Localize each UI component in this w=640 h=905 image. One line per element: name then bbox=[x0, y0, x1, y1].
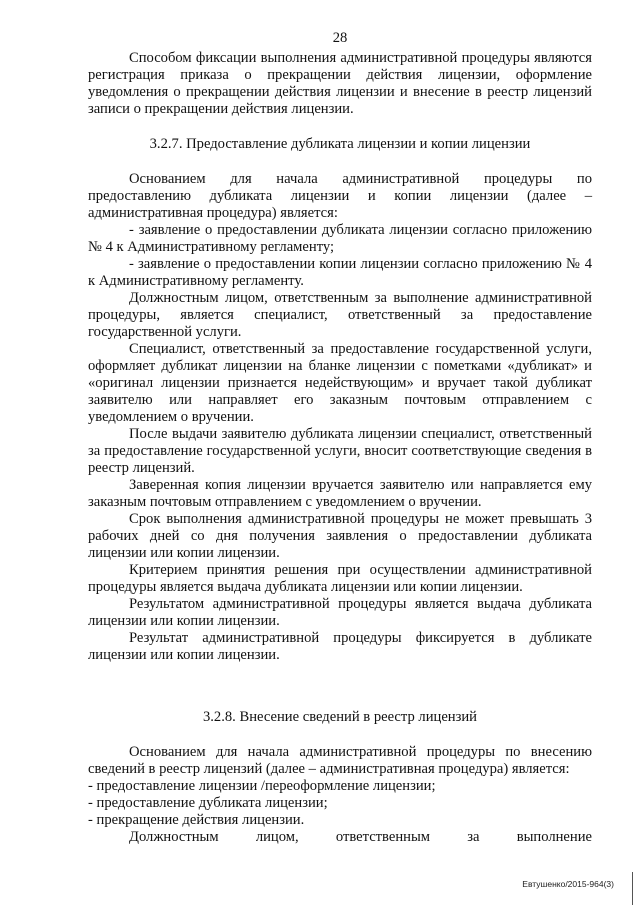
paragraph-fixation-method: Способом фиксации выполнения административной процедуры являются регистрация приказа о прекращении действия лицензии, оформление уведомления о прекращении действия лицензии и внесение в реестр лицензий записи о прекращении действия лицензии. bbox=[88, 50, 592, 117]
document-page bbox=[88, 0, 592, 905]
paragraph-grounds: Основанием для начала административной процедуры по предоставлению дубликата лицензии и копии лицензии (далее – административная процедура) является: bbox=[88, 171, 592, 221]
scan-edge-line bbox=[632, 872, 633, 905]
paragraph-result: Результатом административной процедуры является выдача дубликата лицензии или копии лицензии. bbox=[88, 596, 592, 629]
list-item-termination: - прекращение действия лицензии. bbox=[88, 812, 305, 828]
intro-block bbox=[88, 50, 592, 118]
list-item-duplicate-application: - заявление о предоставлении дубликата лицензии согласно приложению № 4 к Административному регламенту; bbox=[88, 222, 592, 255]
section-3-2-8-heading-block bbox=[88, 709, 592, 726]
paragraph-grounds-registry: Основанием для начала административной процедуры по внесению сведений в реестр лицензий (далее – административная процедура) является: bbox=[88, 744, 592, 777]
section-3-2-7-heading-block bbox=[88, 136, 592, 153]
paragraph-responsible-official-registry: Должностным лицом, ответственным за выполнение bbox=[129, 829, 592, 845]
list-item-license-issue: - предоставление лицензии /переоформление лицензии; bbox=[88, 778, 436, 794]
paragraph-certified-copy: Заверенная копия лицензии вручается заявителю или направляется ему заказным почтовым отправлением с уведомлением о вручении. bbox=[88, 477, 592, 510]
section-3-2-8-body bbox=[88, 744, 592, 846]
paragraph-responsible-official: Должностным лицом, ответственным за выполнение административной процедуры, является специалист, ответственный за предоставление государственной услуги. bbox=[88, 290, 592, 340]
list-item-duplicate-issue: - предоставление дубликата лицензии; bbox=[88, 795, 328, 811]
paragraph-result-fixation: Результат административной процедуры фиксируется в дубликате лицензии или копии лицензии. bbox=[88, 630, 592, 663]
list-item-copy-application: - заявление о предоставлении копии лицензии согласно приложению № 4 к Административному регламенту. bbox=[88, 256, 592, 289]
section-3-2-7-heading: 3.2.7. Предоставление дубликата лицензии и копии лицензии bbox=[149, 136, 531, 152]
document-code: Евтушенко/2015-964(3) bbox=[522, 879, 614, 889]
section-3-2-7-body bbox=[88, 171, 592, 664]
paragraph-registry-entry: После выдачи заявителю дубликата лицензии специалист, ответственный за предоставление государственной услуги, вносит соответствующие сведения в реестр лицензий. bbox=[88, 426, 592, 476]
paragraph-deadline: Срок выполнения административной процедуры не может превышать 3 рабочих дней со дня получения заявления о предоставлении дубликата лицензии или копии лицензии. bbox=[88, 511, 592, 561]
section-3-2-8-heading: 3.2.8. Внесение сведений в реестр лицензий bbox=[202, 709, 477, 725]
page-number: 28 bbox=[332, 30, 348, 46]
paragraph-specialist-issues-duplicate: Специалист, ответственный за предоставление государственной услуги, оформляет дубликат лицензии на бланке лицензии с пометками «дубликат» и «оригинал лицензии признается недействующим» и вручает такой дубликат заявителю или направляет его заказным почтовым отправлением с уведомлением о вручении. bbox=[88, 341, 592, 425]
paragraph-criterion: Критерием принятия решения при осуществлении административной процедуры является выдача дубликата лицензии или копии лицензии. bbox=[88, 562, 592, 595]
